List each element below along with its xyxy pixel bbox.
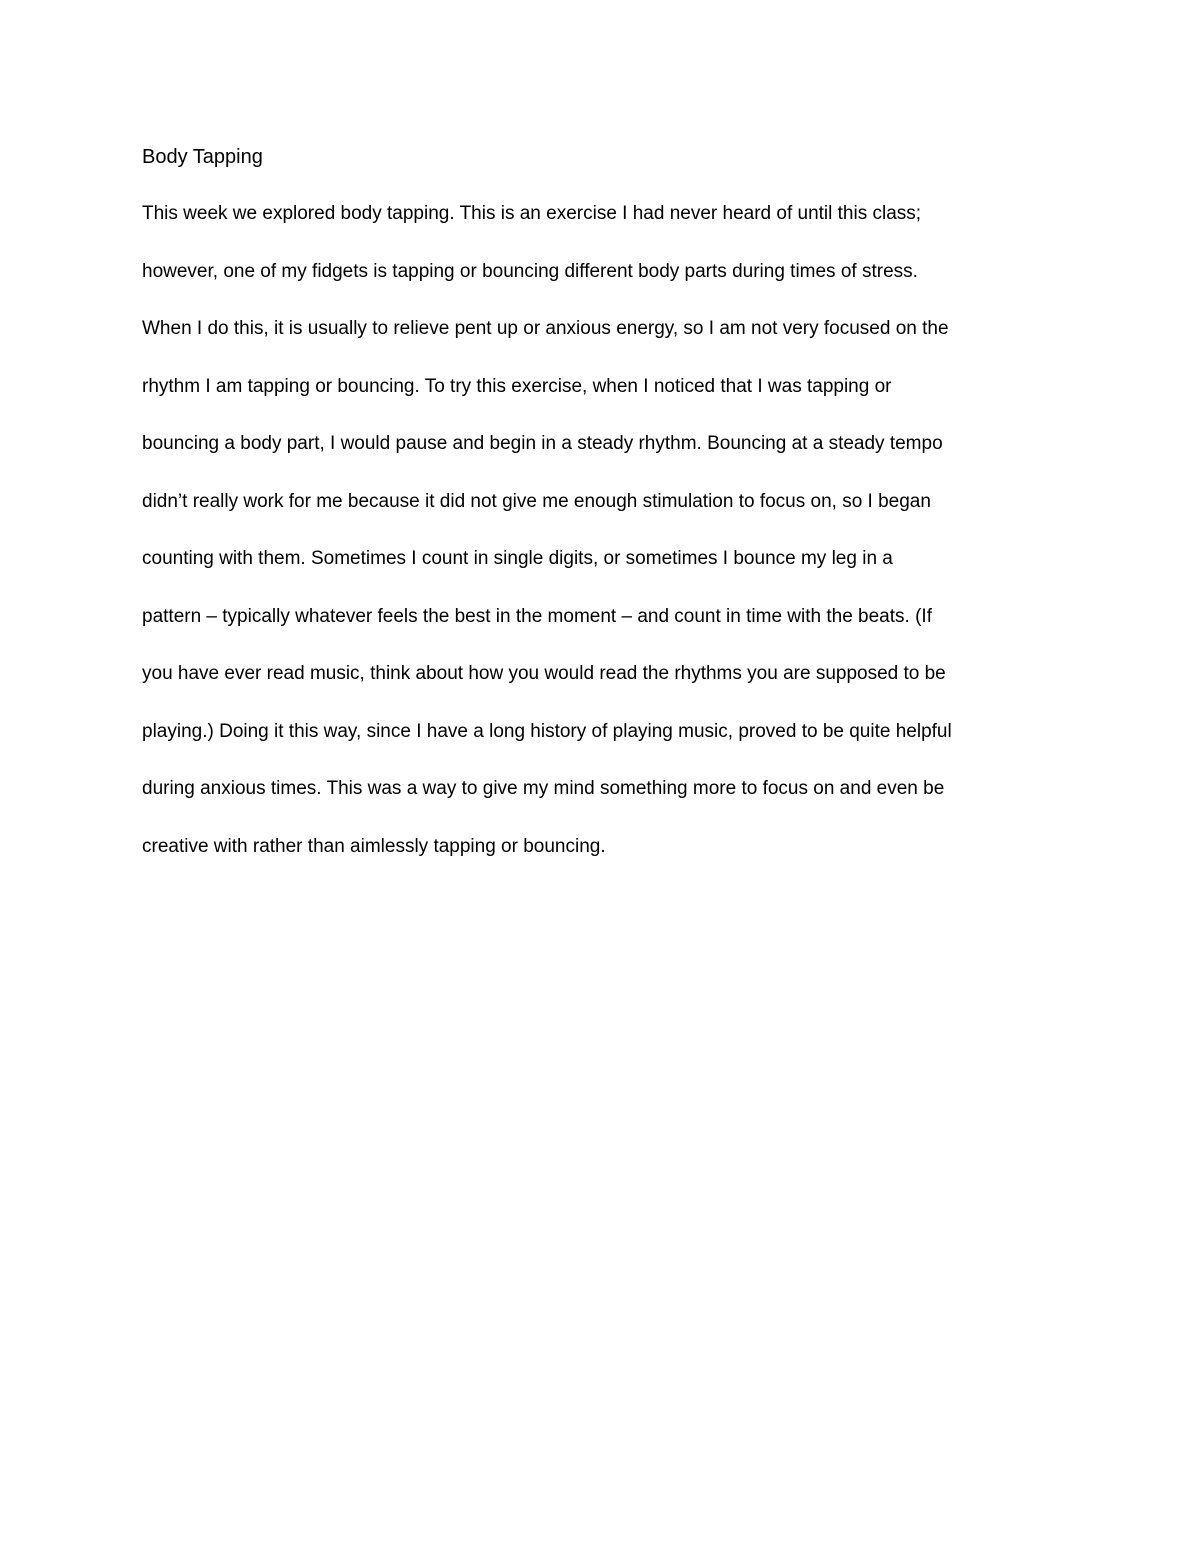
body-line: pattern – typically whatever feels the best in the moment – and count in time with the beats. (If (142, 605, 932, 627)
document-title: Body Tapping (142, 146, 263, 168)
body-line: you have ever read music, think about how you would read the rhythms you are supposed to be (142, 663, 946, 684)
body-line: during anxious times. This was a way to give my mind something more to focus on and even be (142, 778, 945, 799)
body-line: When I do this, it is usually to relieve pent up or anxious energy, so I am not very focused on the (142, 318, 949, 339)
body-line: counting with them. Sometimes I count in single digits, or sometimes I bounce my leg in a (142, 548, 893, 569)
body-line: bouncing a body part, I would pause and begin in a steady rhythm. Bouncing at a steady tempo (142, 433, 943, 454)
body-line: This week we explored body tapping. This is an exercise I had never heard of until this class; (142, 203, 922, 224)
body-line: playing.) Doing it this way, since I have a long history of playing music, proved to be quite helpful (142, 720, 952, 742)
body-line: creative with rather than aimlessly tapping or bouncing. (142, 835, 606, 857)
document-body (142, 200, 1072, 890)
body-line: rhythm I am tapping or bouncing. To try this exercise, when I noticed that I was tapping or (142, 375, 892, 397)
body-line: however, one of my fidgets is tapping or bouncing different body parts during times of stress. (142, 260, 918, 282)
body-line: didn’t really work for me because it did not give me enough stimulation to focus on, so I began (142, 490, 931, 512)
